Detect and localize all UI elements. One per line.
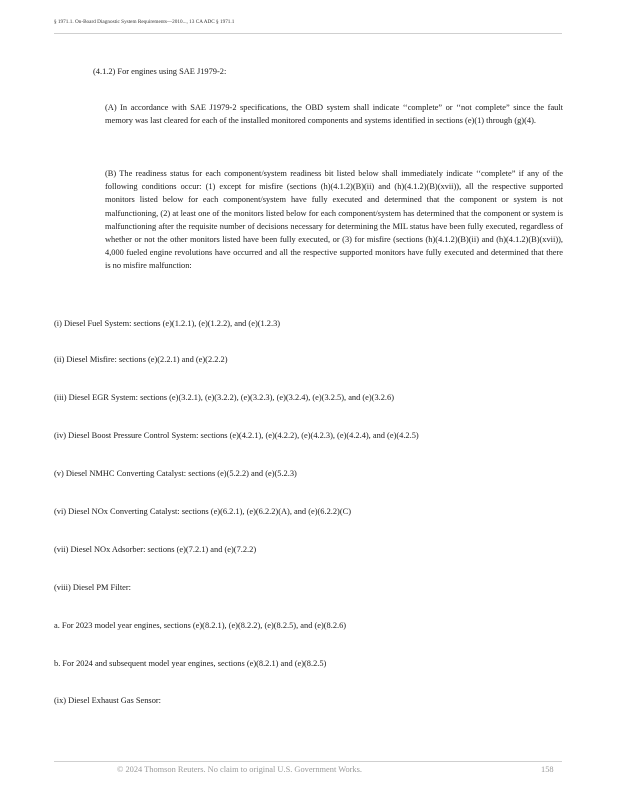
list-item: a. For 2023 model year engines, sections (e)(8.2.1), (e)(8.2.2), (e)(8.2.5), and (e)(8.2.6) [54,621,347,630]
list-item: (i) Diesel Fuel System: sections (e)(1.2.1), (e)(1.2.2), and (e)(1.2.3) [54,319,281,328]
list-item: (ii) Diesel Misfire: sections (e)(2.2.1) and (e)(2.2.2) [54,355,228,364]
list-item: (vi) Diesel NOx Converting Catalyst: sections (e)(6.2.1), (e)(6.2.2)(A), and (e)(6.2.2)(C) [54,507,351,516]
list-item: (vii) Diesel NOx Adsorber: sections (e)(7.2.1) and (e)(7.2.2) [54,545,257,554]
section-heading: (4.1.2) For engines using SAE J1979-2: [93,67,227,76]
list-item: (iv) Diesel Boost Pressure Control System: sections (e)(4.2.1), (e)(4.2.2), (e)(4.2.3), (e)(4.2.4), and (e)(4.2.5) [54,431,419,440]
page-number: 158 [541,765,554,774]
paragraph-b: (B) The readiness status for each component/system readiness bit listed below shall immediately indicate ‘‘complete” if any of the following conditions occur: (1) except for misfire (sections (h)(4.1.2)(B)(ii) and (h)(4.1.2)(B)(xvii)), all the respective supported monitors listed below for each component/system have fully executed and determined that the component or system is not malfunctioning, (2) at least one of the monitors listed below for each component/system has determined that the component or system is malfunctioning after the requisite number of decisions necessary for determining the MIL status have been fully executed, regardless of whether or not the other monitors listed have been fully executed, or (3) for misfire (sections (h)(4.1.2)(B)(ii) and (h)(4.1.2)(B)(xvii)), 4,000 fueled engine revolutions have occurred and all the respective supported monitors have fully executed and determined that there is no misfire malfunction: [105,169,563,271]
list-item: b. For 2024 and subsequent model year engines, sections (e)(8.2.1) and (e)(8.2.5) [54,659,327,668]
footer-divider [54,761,562,762]
header-divider [54,33,562,34]
footer-copyright: © 2024 Thomson Reuters. No claim to original U.S. Government Works. [117,765,362,774]
paragraph-a: (A) In accordance with SAE J1979-2 specifications, the OBD system shall indicate ‘‘complete” or ‘‘not complete” since the fault memory was last cleared for each of the installed monitored components and systems identified in sections (e)(1) through (g)(4). [105,103,563,126]
list-item: (viii) Diesel PM Filter: [54,583,131,592]
list-item: (ix) Diesel Exhaust Gas Sensor: [54,696,161,705]
running-header: § 1971.1. On-Board Diagnostic System Requirements—2010..., 13 CA ADC § 1971.1 [54,19,235,25]
list-item: (iii) Diesel EGR System: sections (e)(3.2.1), (e)(3.2.2), (e)(3.2.3), (e)(3.2.4), (e)(3.2.5), and (e)(3.2.6) [54,393,395,402]
list-item: (v) Diesel NMHC Converting Catalyst: sections (e)(5.2.2) and (e)(5.2.3) [54,469,297,478]
